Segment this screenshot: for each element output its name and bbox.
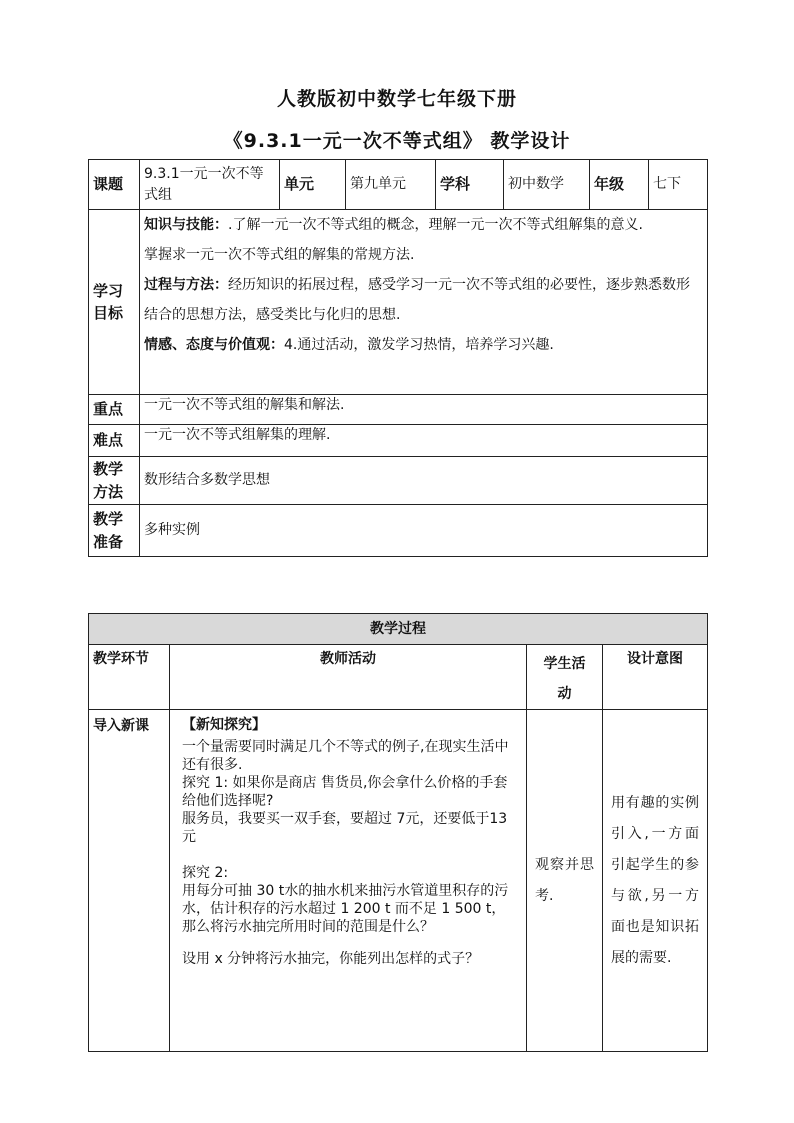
stage-intro: 导入新课 <box>89 710 170 1052</box>
new-knowledge-heading: 【新知探究】 <box>182 717 266 733</box>
process-title: 教学过程 <box>89 614 708 645</box>
student-activity-intro: 观察并思考. <box>527 710 603 1052</box>
course-label: 课题 <box>89 160 140 210</box>
method-value: 数形结合多数学思想 <box>140 457 708 505</box>
method-label-line2: 方法 <box>93 482 124 501</box>
process-title-row <box>89 614 708 645</box>
info-row-prep <box>89 505 708 557</box>
key-label: 重点 <box>89 395 140 425</box>
info-row-key <box>89 395 708 425</box>
process-heading: 过程与方法： <box>144 277 228 293</box>
subject-value: 初中数学 <box>504 160 590 210</box>
key-value: 一元一次不等式组的解集和解法. <box>140 395 708 425</box>
col-header-teacher: 教师活动 <box>170 645 527 710</box>
unit-value: 第九单元 <box>346 160 436 210</box>
master-objective: 掌握求一元一次不等式组的解集的常规方法. <box>144 247 415 263</box>
info-row-method <box>89 457 708 505</box>
objectives-label-line1: 学习 <box>93 281 124 300</box>
objectives-content <box>140 210 708 395</box>
knowledge-text: .了解一元一次不等式组的概念，理解一元一次不等式组解集的意义. <box>228 217 643 233</box>
emotion-objective <box>144 330 703 360</box>
col-header-stage: 教学环节 <box>89 645 170 710</box>
prep-value: 多种实例 <box>140 505 708 557</box>
teacher-para-3: 服务员，我要买一双手套，要超过 7元，还要低于13元 <box>182 811 508 845</box>
info-row-course <box>89 160 708 210</box>
col-header-student <box>527 645 603 710</box>
knowledge-objective <box>144 210 703 240</box>
prep-label-line2: 准备 <box>93 532 124 551</box>
teacher-para-2: 探究 1: 如果你是商店 售货员,你会拿什么价格的手套给他们选择呢? <box>182 775 508 809</box>
process-row-intro <box>89 710 708 1052</box>
process-text: 经历知识的拓展过程，感受学习一元一次不等式组的必要性，逐步熟悉数形结合的思想方法，感受类比与化归的思想. <box>144 277 690 323</box>
prep-label <box>89 505 140 557</box>
process-header-row <box>89 645 708 710</box>
teacher-para-5: 用每分可抽 30 t水的抽水机来抽污水管道里积存的污水，估计积存的污水超过 1 200 t 而不足 1 500 t，那么将污水抽完所用时间的范围是什么？ <box>182 883 509 935</box>
teacher-para-6: 设用 x 分钟将污水抽完，你能列出怎样的式子？ <box>182 951 480 967</box>
grade-label: 年级 <box>590 160 649 210</box>
design-intent-intro: 用有趣的实例引入,一方面引起学生的参与欲,另一方面也是知识拓展的需要. <box>603 710 708 1052</box>
prep-label-line1: 教学 <box>93 510 124 528</box>
objectives-label-line2: 目标 <box>93 304 124 322</box>
col-header-intent: 设计意图 <box>603 645 708 710</box>
subject-label: 学科 <box>436 160 504 210</box>
unit-label: 单元 <box>280 160 346 210</box>
col-header-student-line2: 动 <box>557 686 572 702</box>
emotion-text: 4.通过活动，激发学习热情，培养学习兴趣. <box>284 337 554 353</box>
teacher-para-1: 一个量需要同时满足几个不等式的例子,在现实生活中还有很多. <box>182 739 509 773</box>
difficulty-label: 难点 <box>89 425 140 457</box>
document-title: 人教版初中数学七年级下册 <box>276 88 517 110</box>
info-row-difficulty <box>89 425 708 457</box>
objectives-label <box>89 210 140 395</box>
process-objective <box>144 270 703 330</box>
teacher-activity-intro <box>170 710 527 1052</box>
lesson-info-table <box>88 159 708 557</box>
emotion-heading: 情感、态度与价值观： <box>144 337 284 353</box>
difficulty-value: 一元一次不等式组解集的理解. <box>140 425 708 457</box>
info-row-objectives <box>89 210 708 395</box>
knowledge-heading: 知识与技能： <box>144 217 228 233</box>
grade-value: 七下 <box>649 160 708 210</box>
teacher-para-4: 探究 2: <box>182 865 229 881</box>
document-subtitle: 《9.3.1一元一次不等式组》 教学设计 <box>223 130 571 152</box>
course-value: 9.3.1一元一次不等式组 <box>140 160 280 210</box>
teaching-process-table <box>88 613 708 1052</box>
method-label <box>89 457 140 505</box>
method-label-line1: 教学 <box>93 460 124 478</box>
col-header-student-line1: 学生活 <box>543 656 586 672</box>
